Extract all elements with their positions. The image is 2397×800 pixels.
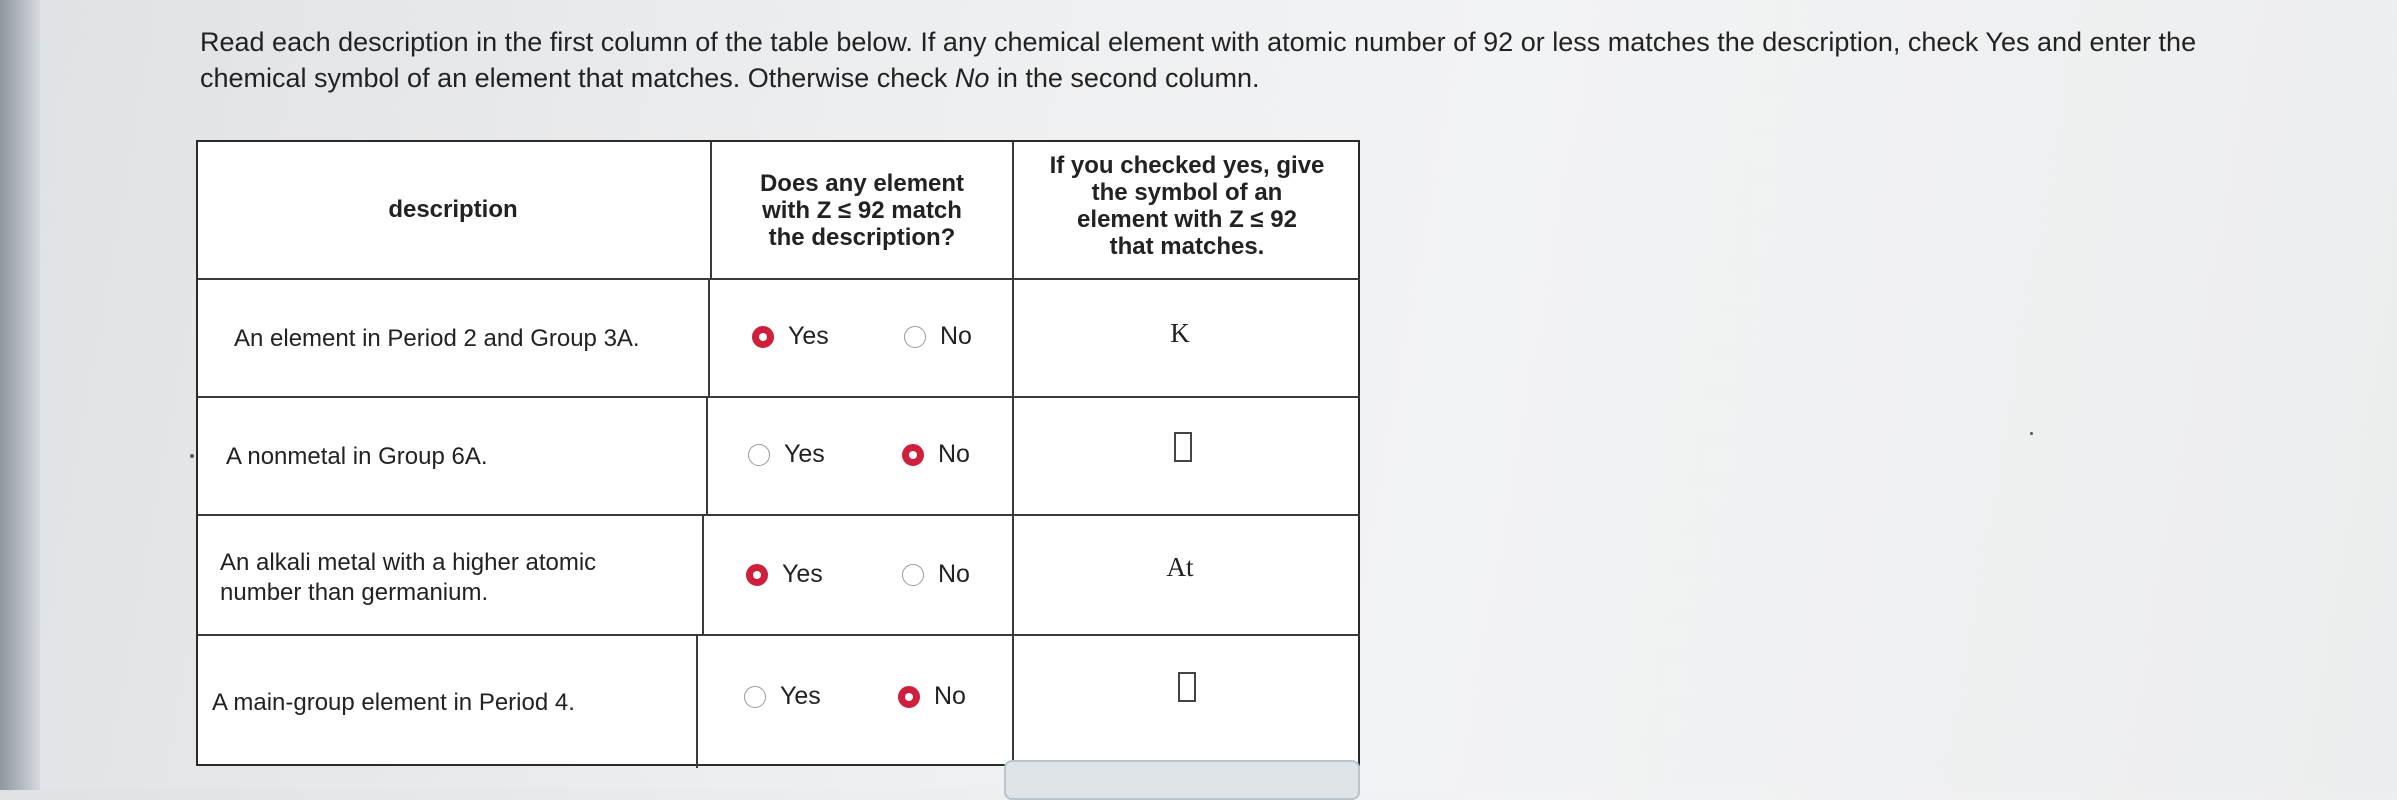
row-3-description-line2: number than germanium. [220,579,489,606]
row-2-description [226,442,488,472]
column-divider [708,278,710,396]
row-divider [198,278,1360,280]
row-3-no-option[interactable] [902,560,970,589]
row-4-no-option[interactable] [898,682,966,711]
row-2-yes-radio[interactable] [748,444,770,466]
row-divider [198,396,1360,398]
row-3-symbol[interactable]: At [1166,552,1194,582]
column-divider [696,634,698,768]
screen-edge [0,0,40,790]
row-1-description [234,324,640,354]
header-match-line1: Does any element [759,170,965,197]
row-2-description-text: A nonmetal in Group 6A. [226,443,488,470]
row-1-yes-radio[interactable] [752,326,774,348]
column-divider [702,514,704,634]
row-2-yes-label: Yes [784,440,825,468]
stray-mark [190,454,194,458]
row-4-symbol-input[interactable] [1178,672,1196,702]
column-divider [706,396,708,514]
header-match [712,170,1012,251]
stray-mark [2030,432,2033,435]
header-symbol-line1: If you checked yes, give [1049,152,1325,179]
row-2-symbol-input[interactable] [1174,432,1192,462]
row-3-description-line1: An alkali metal with a higher atomic [220,549,597,576]
row-3-yes-radio[interactable] [746,564,768,586]
row-4-yes-option[interactable] [744,682,821,711]
instructions-part2: in the second column. [989,63,1260,93]
row-3-description [220,548,596,608]
instructions-part1: Read each description in the first column of the table below. If any chemical element with atomic number of 92 or less matches the description, check Yes and enter the chemical symbol of an element that matches. Otherwise check [200,27,2197,93]
header-match-line3: the description? [768,224,956,251]
row-2-no-radio[interactable] [902,444,924,466]
header-symbol-line4: that matches. [1109,233,1265,260]
row-4-yes-radio[interactable] [744,686,766,708]
row-1-yes-option[interactable] [752,322,829,351]
row-3-yes-label: Yes [782,560,823,588]
answer-table [196,140,1360,766]
row-1-symbol[interactable]: K [1170,318,1190,348]
row-4-no-label: No [934,682,966,710]
row-3-yes-option[interactable] [746,560,823,589]
row-3-no-radio[interactable] [902,564,924,586]
row-divider [198,514,1360,516]
row-4-description-text: A main-group element in Period 4. [212,689,575,716]
row-1-no-radio[interactable] [904,326,926,348]
header-symbol [1014,152,1360,260]
row-1-no-label: No [940,322,972,350]
row-4-yes-label: Yes [780,682,821,710]
row-4-description [212,688,575,718]
row-1-description-text: An element in Period 2 and Group 3A. [234,325,640,352]
instructions-no-word: No [954,63,990,93]
row-2-yes-option[interactable] [748,440,825,469]
row-divider [198,634,1360,636]
header-symbol-line2: the symbol of an [1091,179,1283,206]
row-3-no-label: No [938,560,970,588]
header-symbol-line3: element with Z ≤ 92 [1077,206,1297,233]
row-1-yes-label: Yes [788,322,829,350]
row-1-no-option[interactable] [904,322,972,351]
instructions-text [200,24,2300,96]
header-match-line2: with Z ≤ 92 match [762,197,962,224]
header-description-label: description [388,196,518,223]
row-2-no-label: No [938,440,970,468]
header-description [198,196,708,223]
row-4-no-radio[interactable] [898,686,920,708]
row-2-no-option[interactable] [902,440,970,469]
check-button[interactable] [1004,760,1360,800]
